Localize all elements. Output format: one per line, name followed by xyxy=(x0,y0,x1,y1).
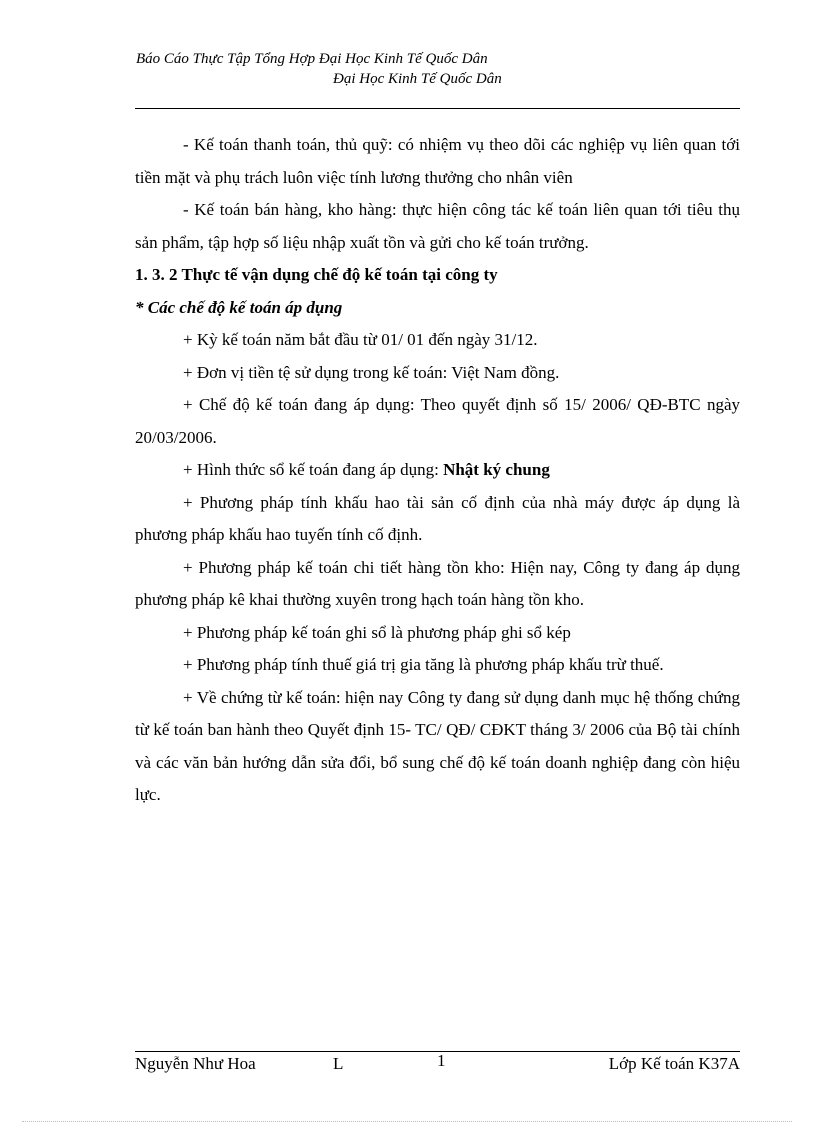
item-currency: + Đơn vị tiền tệ sử dụng trong kế toán: Việt Nam đồng. xyxy=(183,362,560,382)
item-bookkeeping-form xyxy=(135,454,740,487)
footer-class: Lớp Kế toán K37A xyxy=(608,1054,740,1073)
item-vat-method: + Phương pháp tính thuế giá trị gia tăng là phương pháp khấu trừ thuế. xyxy=(183,655,664,674)
page-footer xyxy=(135,1051,740,1078)
page-header xyxy=(135,49,740,89)
section-heading: 1. 3. 2 Thực tế vận dụng chế độ kế toán tại công ty xyxy=(135,265,498,284)
item-accounting-vouchers: + Về chứng từ kế toán: hiện nay Công ty đang sử dụng danh mục hệ thống chứng từ kế toán ban hành theo Quyết định 15- TC/ QĐ/ CĐKT tháng 3/ 2006 của Bộ tài chính và các văn bản hướng dẫn sửa đổi, bổ sung chế độ kế toán doanh nghiệp đang còn hiệu lực. xyxy=(135,687,740,804)
page-bottom-dotted-line xyxy=(22,1121,792,1122)
item-double-entry: + Phương pháp kế toán ghi sổ là phương pháp ghi sổ kép xyxy=(183,622,571,642)
page-number: 1 xyxy=(437,1051,446,1070)
header-divider xyxy=(135,108,740,109)
subsection-heading: * Các chế độ kế toán áp dụng xyxy=(135,297,343,317)
header-line-1: Báo Cáo Thực Tập Tổng Hợp Đại Học Kinh Tế Quốc Dân xyxy=(136,51,488,67)
footer-author: Nguyễn Như Hoa xyxy=(135,1054,256,1073)
item-accounting-period: + Kỳ kế toán năm bắt đầu từ 01/ 01 đến ngày 31/12. xyxy=(183,330,538,349)
paragraph-payment-accountant: - Kế toán thanh toán, thủ quỹ: có nhiệm vụ theo dõi các nghiệp vụ liên quan tới tiền mặt và phụ trách luôn việc tính lương thưởng cho nhân viên xyxy=(135,135,740,187)
item-accounting-regime: + Chế độ kế toán đang áp dụng: Theo quyết định số 15/ 2006/ QĐ-BTC ngày 20/03/2006. xyxy=(135,395,740,447)
paragraph-sales-accountant: - Kế toán bán hàng, kho hàng: thực hiện công tác kế toán liên quan tới tiêu thụ sản phẩm, tập hợp số liệu nhập xuất tồn và gửi cho kế toán trưởng. xyxy=(135,200,740,252)
bookkeeping-form-label: + Hình thức sổ kế toán đang áp dụng: xyxy=(183,460,444,479)
header-line-2: Đại Học Kinh Tế Quốc Dân xyxy=(333,71,502,87)
item-depreciation-method: + Phương pháp tính khấu hao tài sản cố định của nhà máy được áp dụng là phương pháp khấu hao tuyến tính cố định. xyxy=(135,492,740,544)
footer-mark: L xyxy=(333,1054,344,1073)
bookkeeping-form-value: Nhật ký chung xyxy=(443,460,550,479)
document-body xyxy=(135,129,740,812)
item-inventory-method: + Phương pháp kế toán chi tiết hàng tồn kho: Hiện nay, Công ty đang áp dụng phương pháp kê khai thường xuyên trong hạch toán hàng tồn kho. xyxy=(135,557,740,609)
